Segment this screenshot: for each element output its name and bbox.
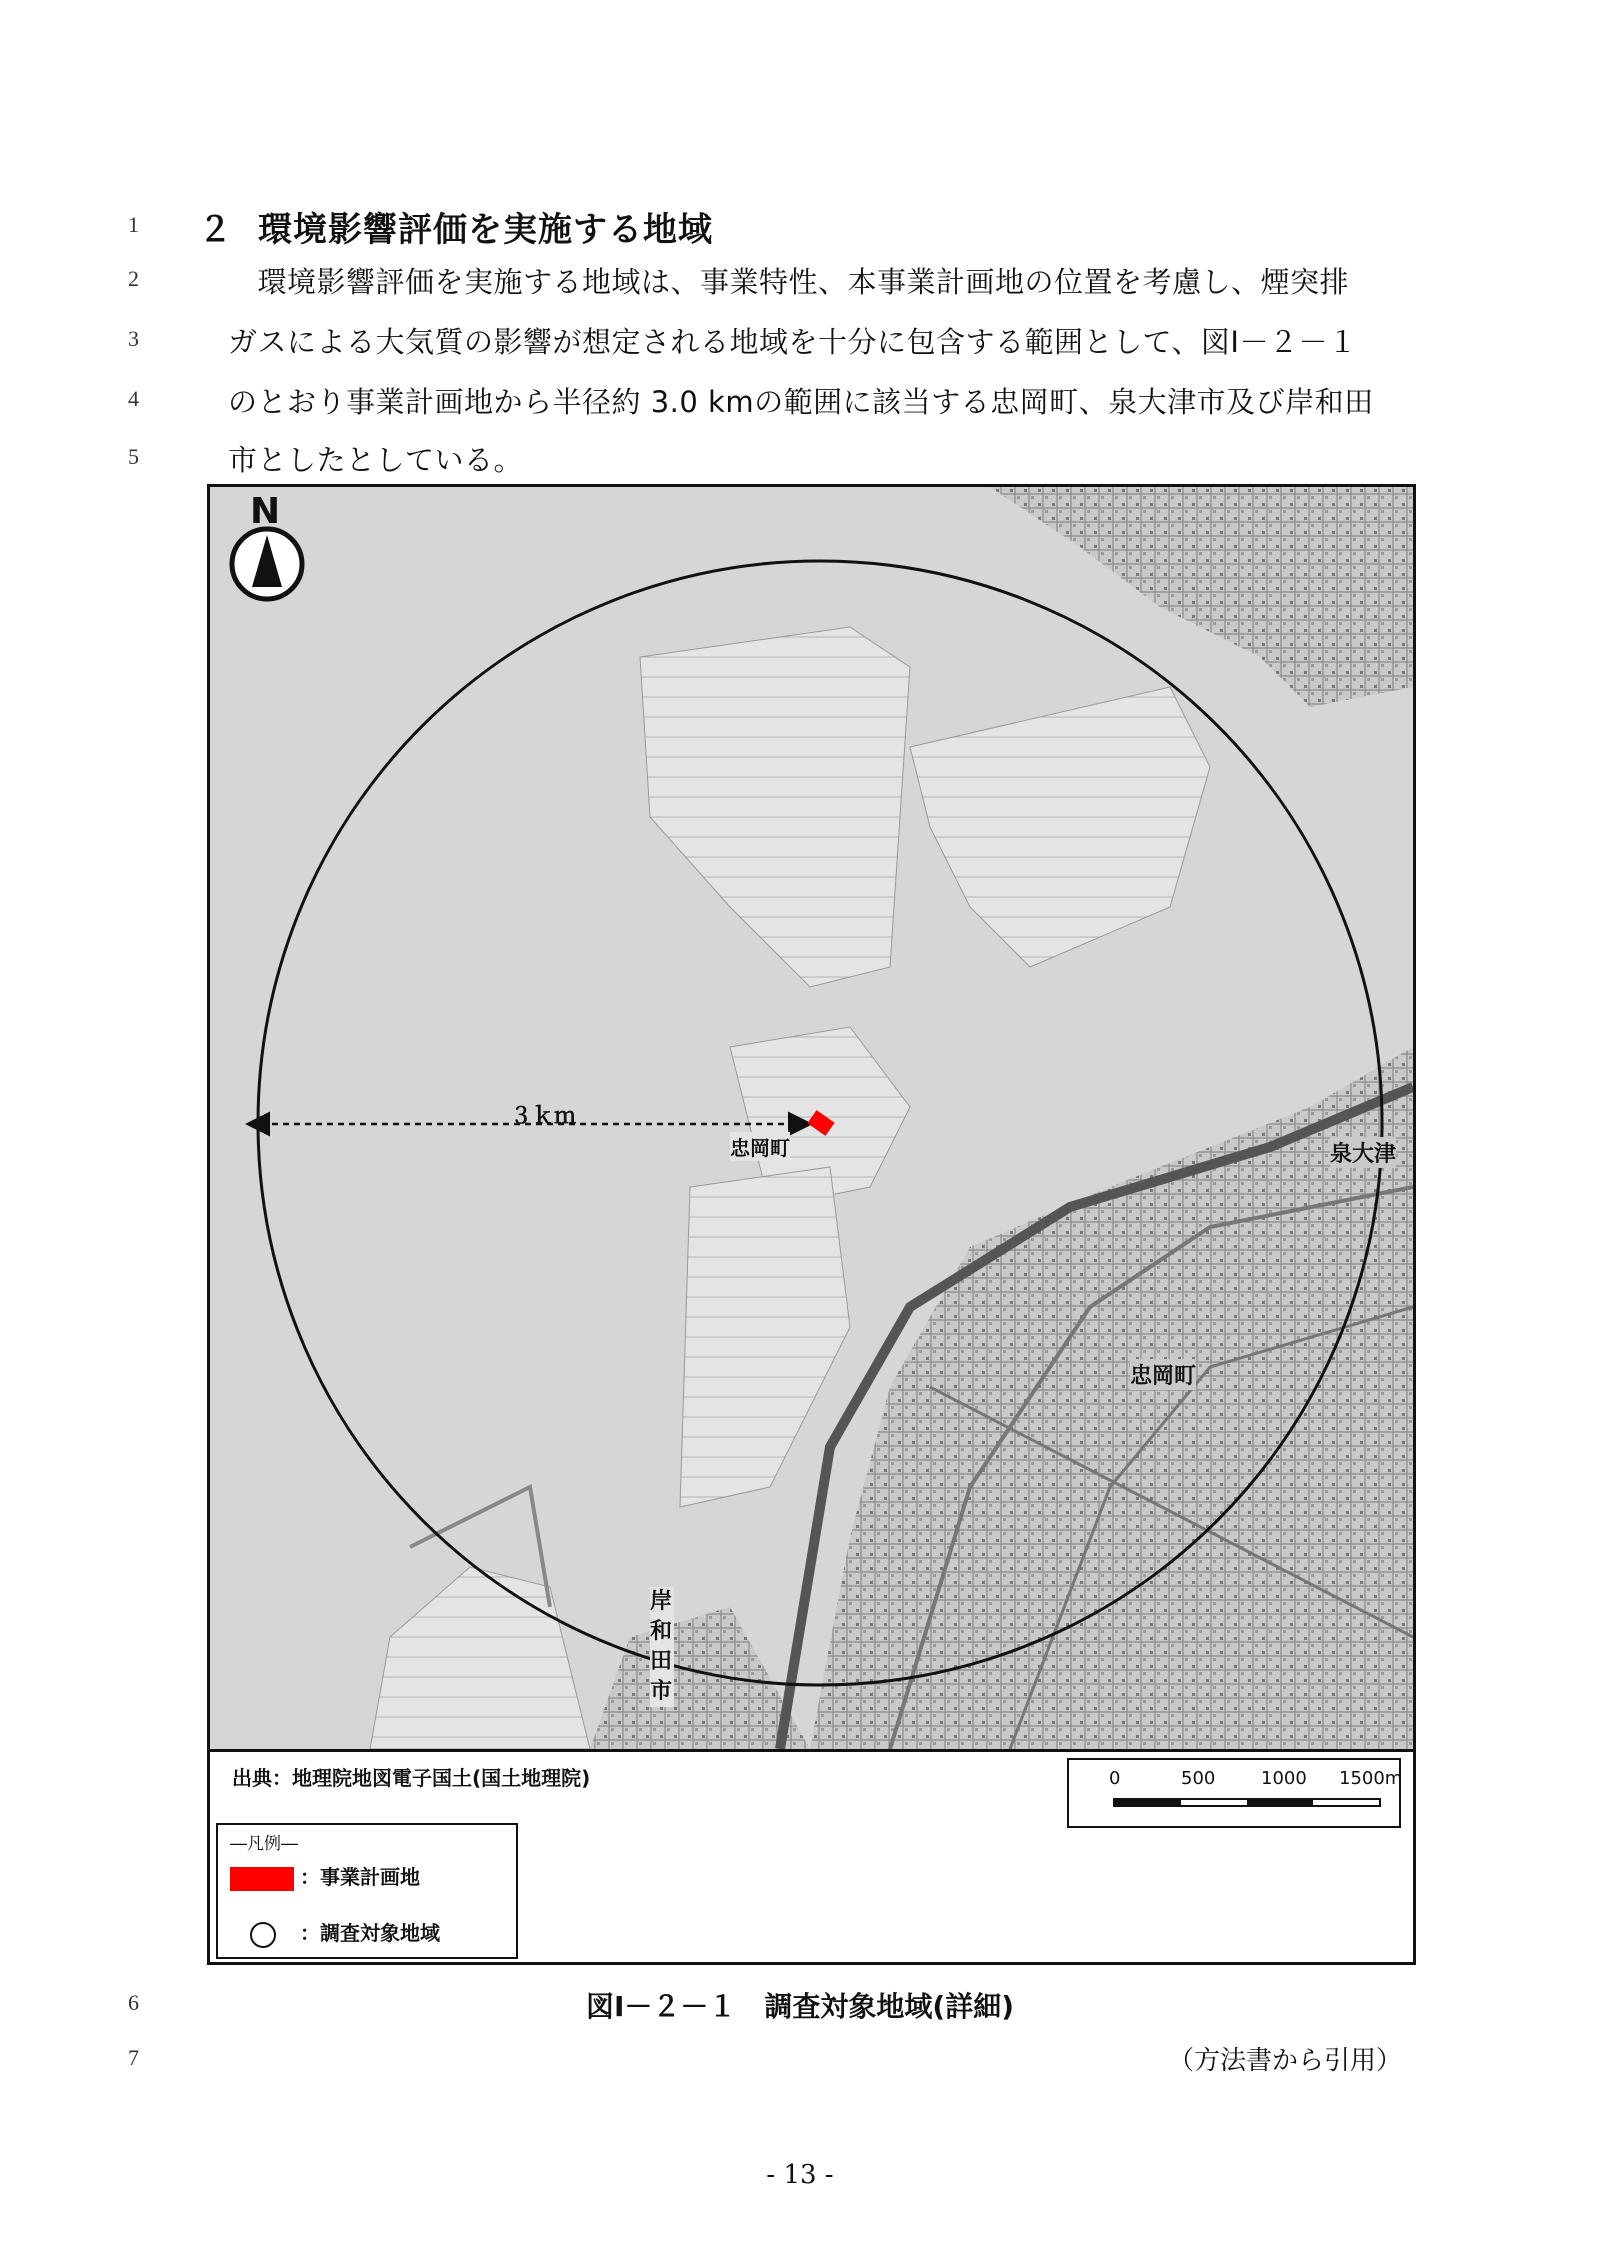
north-label: N bbox=[250, 491, 281, 532]
place-label-tadaoka-town: 忠岡町 bbox=[1130, 1359, 1196, 1390]
section-heading bbox=[198, 202, 713, 251]
scale-bar-graphic bbox=[1113, 1798, 1381, 1807]
line-number: 5 bbox=[128, 444, 139, 469]
scale-bar bbox=[1067, 1758, 1401, 1828]
scale-tick: 500 bbox=[1181, 1768, 1216, 1789]
legend-swatch bbox=[230, 1867, 294, 1891]
legend-title: ―凡例― bbox=[230, 1834, 298, 1854]
line-number: 7 bbox=[128, 2045, 139, 2070]
line-number: 6 bbox=[128, 1990, 139, 2015]
legend-label: ：事業計画地 bbox=[300, 1865, 420, 1889]
legend-item-study-area bbox=[230, 1917, 440, 1948]
scale-tick: 1500m bbox=[1339, 1768, 1403, 1789]
line-number: 3 bbox=[128, 326, 139, 351]
figure-caption: 図Ⅰ－２－１ 調査対象地域(詳細) bbox=[585, 1990, 1014, 2023]
legend-circle-icon bbox=[250, 1922, 276, 1948]
legend-item-project-site bbox=[230, 1861, 420, 1891]
page-number: - 13 - bbox=[766, 2160, 834, 2190]
place-label-kishiwada: 岸和田市 bbox=[650, 1587, 674, 1707]
map-legend bbox=[216, 1823, 518, 1959]
scale-tick: 0 bbox=[1109, 1768, 1121, 1789]
scale-tick: 1000 bbox=[1261, 1768, 1307, 1789]
map-drawing bbox=[210, 487, 1413, 1749]
citation: （方法書から引用） bbox=[1167, 2046, 1402, 2076]
section-title: 環境影響評価を実施する地域 bbox=[258, 210, 713, 250]
place-label-tadaoka-site: 忠岡町 bbox=[730, 1132, 790, 1161]
paragraph-line: のとおり事業計画地から半径約 3.0 kmの範囲に該当する忠岡町、泉大津市及び岸和田 bbox=[228, 385, 1374, 419]
paragraph-line: 市としたとしている。 bbox=[228, 443, 524, 477]
line-number: 4 bbox=[128, 386, 139, 411]
line-number: 1 bbox=[128, 212, 139, 237]
section-number: ２ bbox=[198, 210, 233, 250]
map-source: 出典：地理院地図電子国土(国土地理院) bbox=[232, 1766, 591, 1790]
radius-label: ３ｋｍ bbox=[510, 1104, 577, 1129]
paragraph-line: 環境影響評価を実施する地域は、事業特性、本事業計画地の位置を考慮し、煙突排 bbox=[228, 265, 1350, 299]
map-image bbox=[210, 487, 1413, 1752]
place-label-izumiotsu: 泉大津 bbox=[1330, 1137, 1396, 1168]
map-figure bbox=[207, 484, 1416, 1965]
line-number: 2 bbox=[128, 266, 139, 291]
legend-label: ：調査対象地域 bbox=[300, 1921, 440, 1945]
paragraph-line: ガスによる大気質の影響が想定される地域を十分に包含する範囲として、図Ⅰ－２－１ bbox=[228, 325, 1358, 359]
